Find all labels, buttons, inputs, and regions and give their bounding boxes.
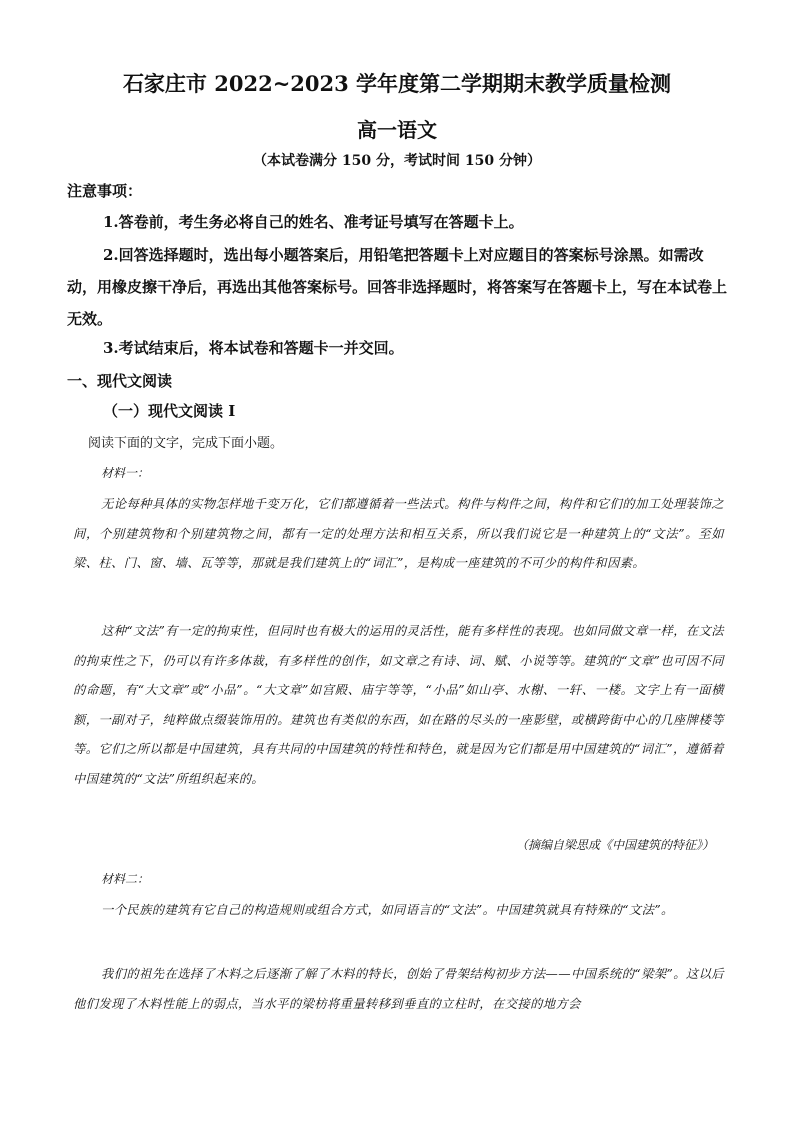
material-2-paragraph-2 bbox=[73, 960, 724, 1019]
material-2-paragraph-1 bbox=[73, 896, 724, 926]
material-1-paragraph-2 bbox=[73, 617, 724, 794]
section-heading: 一、现代文阅读 bbox=[67, 372, 173, 390]
material-1-source: （摘编自梁思成《中国建筑的特征》） bbox=[515, 838, 714, 852]
section-instruction: 阅读下面的文字，完成下面小题。 bbox=[88, 436, 284, 451]
material-2-paragraph-1-text: 一个民族的建筑有它自己的构造规则或组合方式，如同语言的“文法”。中国建筑就具有特殊的“文法”。 bbox=[101, 903, 674, 917]
notice-heading: 注意事项： bbox=[67, 182, 143, 200]
notice-item-3-text: 3.考试结束后，将本试卷和答题卡一并交回。 bbox=[103, 339, 404, 357]
material-1-paragraph-1-text: 无论每种具体的实物怎样地千变万化，它们都遵循着一些法式。构件与构件之间，构件和它们的加工处理装饰之间，个别建筑物和个别建筑物之间，都有一定的处理方法和相互关系，所以我们说它是一种建筑上的“文法”。至如梁、柱、门、窗、墙、瓦等等，那就是我们建筑上的“词汇”，是构成一座建筑的不可少的构件和因素。 bbox=[73, 497, 724, 570]
notice-item-2-text: 2.回答选择题时，选出每小题答案后，用铅笔把答题卡上对应题目的答案标号涂黑。如需改动，用橡皮擦干净后，再选出其他答案标号。回答非选择题时，将答案写在答题卡上，写在本试卷上无效。 bbox=[67, 246, 728, 328]
exam-title: 石家庄市 2022~2023 学年度第二学期期末教学质量检测 bbox=[122, 71, 672, 96]
material-2-paragraph-2-text: 我们的祖先在选择了木料之后逐渐了解了木料的特长，创始了骨架结构初步方法——中国系统的“梁架”。这以后他们发现了木料性能上的弱点，当水平的梁枋将重量转移到垂直的立柱时，在交接的地方会 bbox=[73, 967, 724, 1011]
exam-subtitle: 高一语文 bbox=[357, 118, 437, 142]
material-1-paragraph-1 bbox=[73, 490, 724, 579]
notice-item-1-text: 1.答卷前，考生务必将自己的姓名、准考证号填写在答题卡上。 bbox=[103, 213, 524, 231]
material-2-label: 材料二： bbox=[101, 872, 150, 886]
material-1-label: 材料一： bbox=[101, 466, 150, 480]
material-1-paragraph-2-text: 这种“文法”有一定的拘束性，但同时也有极大的运用的灵活性，能有多样性的表现。也如同做文章一样，在文法的拘束性之下，仍可以有许多体裁，有多样性的创作，如文章之有诗、词、赋、小说等等。建筑的“文章”也可因不同的命题，有“大文章”或“小品”。“大文章”如宫殿、庙宇等等，“小品”如山亭、水榭、一轩、一楼。文字上有一面横额，一副对子，纯粹做点缀装饰用的。建筑也有类似的东西，如在路的尽头的一座影壁，或横跨街中心的几座牌楼等等。它们之所以都是中国建筑，具有共同的中国建筑的特性和特色，就是因为它们都是用中国建筑的“词汇”，遵循着中国建筑的“文法”所组织起来的。 bbox=[73, 624, 724, 786]
notice-item-1 bbox=[67, 207, 727, 237]
notice-item-2 bbox=[67, 239, 727, 335]
section-subheading: （一）现代文阅读 I bbox=[103, 402, 236, 420]
notice-item-3 bbox=[67, 333, 727, 363]
exam-info: （本试卷满分 150 分，考试时间 150 分钟） bbox=[253, 153, 541, 169]
